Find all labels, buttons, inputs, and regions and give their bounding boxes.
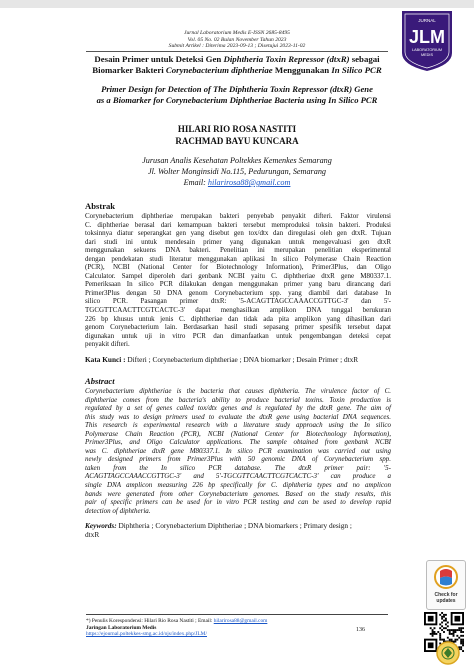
abstrak-line: TGCGTTCAACTTCGTCACTC-3' dapat menghasilkan amplikon DNA tunggal berukuran bbox=[85, 306, 391, 315]
title-id-part: Biomarker Bakteri bbox=[92, 64, 166, 75]
abstract-line: detection of diphtheria. bbox=[85, 506, 151, 515]
abstrak-line: 226 bp khusus untuk jenis C. diphtheriae dan tidak ada pita amplikon yang dihasilkan dari bbox=[85, 314, 391, 323]
abstrak-line: digunakan untuk uji in vitro PCR dan dimanfaatkan untuk pengembangan deteksi cepat bbox=[85, 331, 391, 340]
footer-network: Jaringan Laboratorium Medis bbox=[86, 624, 157, 631]
footer-rule bbox=[86, 614, 388, 615]
abstrak-line: menggunakan sekuens DNA bakteri. Penelitian ini merupakan penelitian eksperimental bbox=[85, 246, 391, 255]
logo-top-text: JURNAL bbox=[418, 18, 436, 23]
affiliation bbox=[80, 155, 394, 188]
keywords-text: Diphtheria ; Corynebacterium Diphtheriae ; DNA biomarkers ; Primary design ; bbox=[116, 521, 352, 530]
header-rule bbox=[86, 51, 388, 52]
affiliation-address: Jl. Wolter Monginsidi No.115, Pedurungan, Semarang bbox=[147, 167, 327, 176]
logo-bottom-text-1: LABORATORIUM bbox=[411, 48, 443, 52]
abstrak-line: toksinnya diatur seperangkat gen yang disebut gen tox/dtx dan diregulasi oleh gen dtxR. Tujuan bbox=[85, 229, 391, 238]
affiliation-email-line bbox=[80, 177, 394, 188]
title-english bbox=[78, 84, 396, 105]
crossmark-line: updates bbox=[436, 597, 456, 604]
journal-url-link[interactable]: https://ejournal.poltekkes-smg.ac.id/ojs/index.php/JLM/ bbox=[86, 631, 207, 638]
keywords-label: Keywords: bbox=[85, 521, 117, 530]
affiliation-institution: Jurusan Analis Kesehatan Poltekkes Kemenkes Semarang bbox=[142, 156, 332, 165]
abstrak-line: Corynebacterium diphtheriae merupakan bakteri penyebab penyakit difteri. Faktor virulensi bbox=[85, 212, 391, 220]
abstract-line: diphtheriae comes from the bacteria's ability to produce bacterial toxins. Toxin production is bbox=[85, 395, 391, 404]
institution-emblem-icon bbox=[428, 640, 468, 666]
author-name: HILARI RIO ROSA NASTITI bbox=[177, 124, 297, 134]
abstrak-heading: Abstrak bbox=[85, 201, 116, 211]
email-link[interactable]: hilarirosa88@gmail.com bbox=[207, 178, 291, 187]
title-id-species: Corynebacterium diphtheriae bbox=[165, 64, 273, 75]
abstrak-line: penyakit difteri. bbox=[85, 340, 130, 349]
abstrak-line: Calculator. Sampel diperoleh dari genbank NCBI yaitu C. diphtheriae dtxR gene M80337.1. bbox=[85, 271, 391, 280]
journal-issn: Jurnal Laboratorium Medis E-ISSN 2685-8495 bbox=[184, 30, 290, 36]
abstract-line: newly designed primers from Primer3Plus with 50 genomic DNA of Corynebacterium spp. bbox=[85, 455, 391, 464]
journal-volume: Vol. 05 No. 02 Bulan November Tahun 2023 bbox=[187, 36, 287, 43]
abstract-line: pair of specific primers can be used for in vitro PCR testing and can be used to develop rapid bbox=[85, 498, 391, 507]
jlm-logo bbox=[398, 9, 456, 73]
corresponding-email-link[interactable]: hilarirosa88@gmail.com bbox=[213, 618, 268, 624]
abstrak-line: dengan pendekatan studi literatur menggunakan aplikasi In silico Polymerase Chain Reaction bbox=[85, 254, 391, 263]
page-number: 136 bbox=[356, 627, 365, 633]
submission-dates: Submit Artikel : Diterima 2023-09-13 ; Disetujui 2023-11-02 bbox=[168, 43, 306, 50]
corresponding-author: *) Penulis Korespondensi: Hilari Rio Rosa Nastiti ; Email: bbox=[86, 618, 214, 624]
title-id-part: Desain Primer untuk Deteksi Gen bbox=[94, 54, 224, 64]
abstrak-line: C. diphtheriae berasal dari kemampuan bakteri tersebut memproduksi toksin bakteri. Produksi bbox=[85, 220, 391, 229]
title-id-part: Menggunakan bbox=[272, 64, 332, 75]
abstract-line: single DNA amplicon measuring 226 bp specifically for C. diphtheria types and no amplicon bbox=[85, 481, 391, 490]
journal-header bbox=[92, 30, 382, 50]
crossmark-line: Check for bbox=[434, 592, 458, 598]
abstract-line: Corynebacterium diphtheriae is the bacteria that causes diphtheria. The virulence factor of C. bbox=[85, 387, 391, 395]
abstract-line: bands were generated from other Corynebacterium genomes. Based on the study results, this bbox=[85, 489, 391, 498]
kata-kunci-text: Difteri ; Corynebacterium diphtheriae ; DNA biomarker ; Desain Primer ; dtxR bbox=[125, 355, 359, 364]
abstract-line: this study was to design primers used to evaluate the dtxR gene using bacterial DNA sequences. bbox=[85, 412, 391, 421]
abstrak-line: dari studi ini untuk mendesain primer yang digunakan untuk mengevaluasi gen dtxR bbox=[85, 237, 391, 246]
abstrak-line: Pemeriksaan In silico PCR dilakukan dengan menggunakan primer yang baru dirancang dari bbox=[85, 280, 391, 289]
abstract-line: regulated by a set of genes called tox/dtx genes and is regulated by the dtxR gene. The aim of bbox=[85, 404, 391, 413]
title-en-line: Primer Design for Detection of The Diphtheria Toxin Repressor (dtxR) Gene bbox=[101, 84, 373, 94]
title-id-gene: Diphtheria Toxin Repressor (dtxR) bbox=[223, 54, 350, 64]
abstrak-line: Primer3Plus dengan 50 DNA genom Corynebacterium spp. yang diambil dari database In bbox=[85, 288, 391, 297]
abstrak-line: (PCR), NCBI (National Center for Biotechnology Information), Primer3Plus, dan Oligo bbox=[85, 263, 391, 272]
abstract-line: ACAGTTAGCCAAACCGTTGC-3' and 5'-TGCGTTCAACTTCGTCACTC-3' can produce a bbox=[85, 472, 391, 481]
abstract-heading: Abstract bbox=[85, 376, 115, 386]
abstrak-line: genom Corynebacterium lain. Berdasarkan hasil studi sepasang primer spesifik tersebut dapat bbox=[85, 323, 391, 332]
author-list bbox=[80, 124, 394, 147]
abstract-body bbox=[85, 387, 391, 515]
abstract-line: Primer3Plus, and Oligo Calculator applications. The sample obtained from genbank NCBI bbox=[85, 438, 391, 447]
title-en-line: as a Biomarker for Corynebacterium Diphtheriae Bacteria using In Silico PCR bbox=[96, 94, 378, 105]
keywords-text-2: dtxR bbox=[85, 530, 100, 539]
abstrak-body bbox=[85, 212, 391, 349]
crossmark-label bbox=[427, 593, 465, 604]
keywords bbox=[85, 521, 391, 539]
page-footer bbox=[86, 618, 376, 638]
top-bar bbox=[0, 0, 474, 8]
logo-bottom-text-2: MEDIS bbox=[420, 53, 434, 57]
check-for-updates-button[interactable] bbox=[426, 560, 466, 610]
title-indonesian bbox=[80, 54, 394, 75]
author-name: RACHMAD BAYU KUNCARA bbox=[175, 135, 299, 146]
abstract-line: was C. diphtheriae dtxR gene M80337.1. In silico PCR examination was carried out using bbox=[85, 446, 391, 455]
abstract-line: This research is experimental research with a literature study approach using the In silico bbox=[85, 421, 391, 430]
abstract-line: Polymerase Chain Reaction (PCR), NCBI (National Center for Biotechnology Information), bbox=[85, 429, 391, 438]
crossmark-icon bbox=[427, 561, 465, 593]
title-id-method: In Silico PCR bbox=[331, 64, 382, 75]
title-id-part: sebagai bbox=[349, 54, 380, 64]
abstract-line: taken from the In silico PCR database. The dtxR primer pair: '5- bbox=[85, 463, 391, 472]
abstrak-line: silico PCR. Pasangan primer dtxR: '5-ACAGTTAGCCAAACCGTTGC-3' dan 5'- bbox=[85, 297, 391, 306]
kata-kunci-label: Kata Kunci : bbox=[85, 355, 126, 364]
logo-main-text: JLM bbox=[409, 27, 445, 47]
email-label: Email: bbox=[183, 178, 208, 187]
kata-kunci bbox=[85, 355, 391, 364]
